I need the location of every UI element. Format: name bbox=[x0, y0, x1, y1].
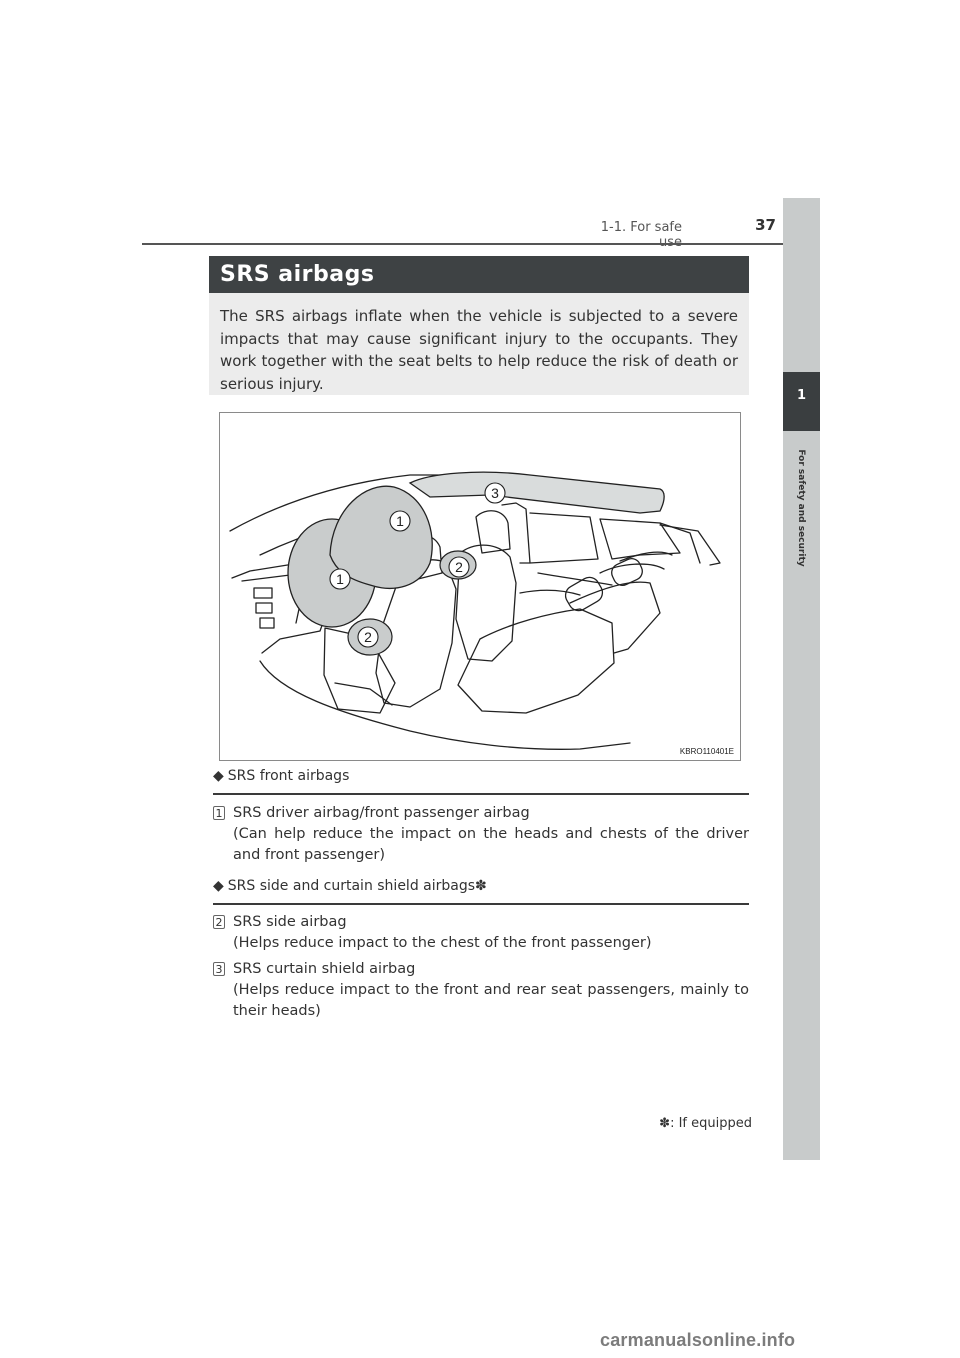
image-code: KBRO110401E bbox=[679, 747, 734, 756]
item-label: SRS curtain shield airbag bbox=[233, 961, 416, 977]
callout-label: 2 bbox=[364, 629, 372, 645]
section-heading-text: SRS front airbags bbox=[227, 768, 350, 784]
item-label: SRS side airbag bbox=[233, 914, 347, 930]
chapter-number-tab: 1 bbox=[783, 372, 820, 431]
footnote bbox=[652, 1116, 752, 1131]
list-item bbox=[213, 959, 749, 1022]
footnote-text: : If equipped bbox=[670, 1116, 752, 1131]
header-rule bbox=[142, 243, 820, 245]
list-item bbox=[213, 912, 749, 954]
callout-label: 2 bbox=[455, 559, 463, 575]
item-description: (Helps reduce impact to the chest of the front passenger) bbox=[233, 935, 652, 951]
intro-paragraph: The SRS airbags inflate when the vehicle is subjected to a severe impacts that may cause significant injury to the occupants. They work together with the seat belts to help reduce the risk of death or serious injury. bbox=[209, 293, 749, 395]
callout-label: 3 bbox=[491, 485, 499, 501]
page-number: 37 bbox=[755, 216, 776, 234]
section-heading-text: SRS side and curtain shield airbags bbox=[227, 878, 476, 894]
item-description: (Can help reduce the impact on the heads and chests of the driver and front passenger) bbox=[233, 826, 749, 863]
section-heading-side-curtain-airbags bbox=[213, 878, 749, 894]
list-item bbox=[213, 803, 749, 866]
curtain-airbag-shape bbox=[410, 472, 664, 513]
vehicle-interior-drawing bbox=[220, 413, 741, 761]
section-heading-front-airbags bbox=[213, 768, 749, 784]
callout-label: 1 bbox=[336, 571, 344, 587]
page-title: SRS airbags bbox=[209, 256, 749, 293]
chapter-label: For safety and security bbox=[796, 449, 806, 567]
item-label: SRS driver airbag/front passenger airbag bbox=[233, 805, 530, 821]
item-description: (Helps reduce impact to the front and rear seat passengers, mainly to their heads) bbox=[233, 982, 749, 1019]
watermark: carmanualsonline.info bbox=[600, 1330, 796, 1350]
item-number-badge: 3 bbox=[213, 962, 225, 976]
chapter-side-tab bbox=[783, 198, 820, 1160]
section-rule bbox=[213, 903, 749, 905]
airbag-illustration bbox=[219, 412, 741, 761]
callout-label: 1 bbox=[396, 513, 404, 529]
footnote-mark: ✽ bbox=[659, 1116, 671, 1131]
section-rule bbox=[213, 793, 749, 795]
diamond-bullet-icon: ◆ bbox=[213, 878, 224, 894]
item-number-badge: 2 bbox=[213, 915, 225, 929]
diamond-bullet-icon: ◆ bbox=[213, 768, 224, 784]
running-header-section: 1-1. For safe bbox=[600, 220, 682, 235]
equipped-mark: ✽ bbox=[475, 878, 487, 894]
item-number-badge: 1 bbox=[213, 806, 225, 820]
